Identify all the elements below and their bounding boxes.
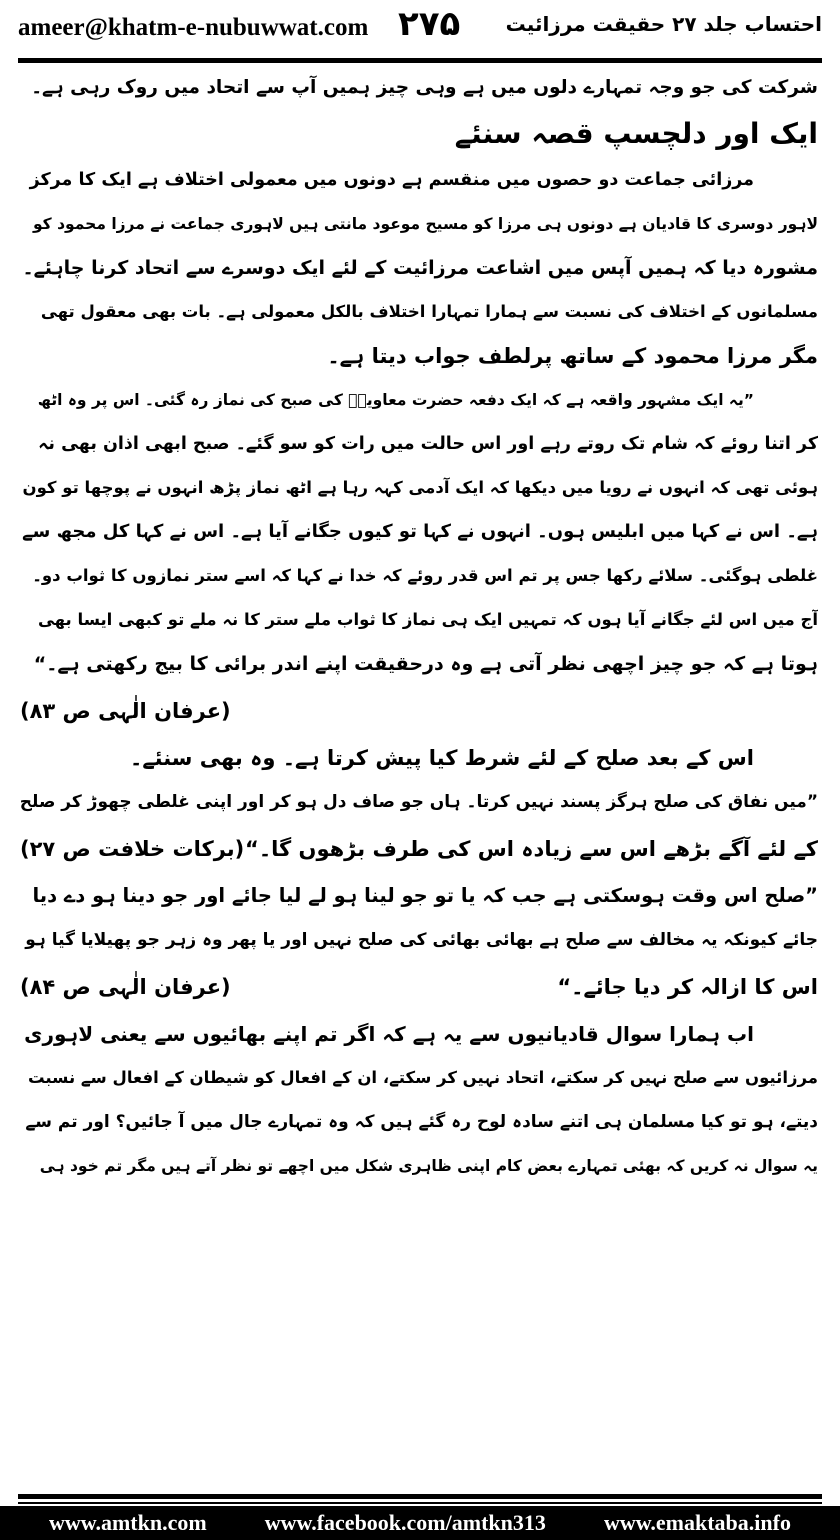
footer-rule (18, 1494, 822, 1499)
quote-line: جائے کیونکہ یہ مخالف سے صلح ہے بھائی بھائی کی صلح نہیں اور یا پھر وہ زہر جو پھیلایا گیا ہو (25, 930, 818, 950)
footer-link-amtkn[interactable]: www.amtkn.com (49, 1510, 207, 1535)
citation-line (20, 686, 818, 736)
footer-rule-thin (18, 1502, 822, 1504)
text-line: مرزائیوں سے صلح نہیں کر سکتے، اتحاد نہیں کر سکتے، ان کے افعال کو شیطان کے افعال سے نسبت (27, 1068, 818, 1087)
quote-line: ”صلح اس وقت ہوسکتی ہے جب کہ یا تو جو لینا ہو لے لیا جائے اور جو دینا ہو دے دیا (32, 884, 818, 907)
book-title: احتساب جلد ۲۷ حقیقت مرزائیت (505, 12, 822, 36)
text-line: یہ سوال نہ کریں کہ بھئی تمہارے بعض کام اپنی ظاہری شکل میں اچھے تو نظر آتے ہیں مگر تم خود ہی (39, 1157, 818, 1175)
page-header (18, 6, 822, 50)
page-number: ۲۷۵ (398, 4, 461, 44)
quote-line: غلطی ہوگئی۔ سلائے رکھا جس پر تم اس قدر روئے کہ خدا نے کہا کہ اسے ستر نمازوں کا ثواب دو۔ (32, 566, 818, 585)
footer-link-emaktaba[interactable]: www.emaktaba.info (603, 1510, 791, 1535)
citation: (برکات خلافت ص ۲۷) (20, 837, 245, 861)
quote-line: ہے۔ اس نے کہا میں ابلیس ہوں۔ انہوں نے کہا تو کیوں جگانے آیا ہے۔ اس نے کہا کل مجھ سے (22, 521, 818, 542)
text-line: مرزائی جماعت دو حصوں میں منقسم ہے دونوں میں معمولی اختلاف ہے ایک کا مرکز (29, 170, 754, 190)
section-heading: ایک اور دلچسپ قصہ سنئے (454, 117, 818, 150)
text-line: اس کے بعد صلح کے لئے شرط کیا پیش کرتا ہے۔ وہ بھی سنئے۔ (130, 746, 754, 770)
text-line: اب ہمارا سوال قادیانیوں سے یہ ہے کہ اگر تم اپنے بھائیوں سے یعنی لاہوری (24, 1022, 754, 1046)
text-line: دیتے، ہو تو کیا مسلمان ہی اتنے سادہ لوح رہ گئے ہیں کہ وہ تمہارے جال میں آ جائیں؟ اور تم سے (25, 1112, 818, 1132)
quote-line: ”یہ ایک مشہور واقعہ ہے کہ ایک دفعہ حضرت معاویہؓ کی صبح کی نماز رہ گئی۔ اس پر وہ اٹھ (37, 391, 754, 409)
citation: (عرفان الٰہی ص ۸۳) (20, 699, 231, 723)
quote-with-citation (20, 824, 818, 874)
footer-link-facebook[interactable]: www.facebook.com/amtkn313 (264, 1510, 546, 1535)
quote-line: کے لئے آگے بڑھے اس سے زیادہ اس کی طرف بڑھوں گا۔“ (245, 837, 818, 861)
quote-with-citation (20, 962, 818, 1012)
quote-line: ہوتا ہے کہ جو چیز اچھی نظر آتی ہے وہ درحقیقت اپنے اندر برائی کا بیج رکھتی ہے۔“ (33, 653, 818, 675)
citation: (عرفان الٰہی ص ۸۴) (20, 975, 231, 999)
quote-line: ہوئی تھی کہ انہوں نے رویا میں دیکھا کہ ایک آدمی کہہ رہا ہے اٹھ نماز پڑھ انہوں نے پوچھا تو کون (22, 478, 818, 497)
quote-line: کر اتنا روئے کہ شام تک روتے رہے اور اس حالت میں رات کو سو گئے۔ صبح ابھی اذان بھی نہ (38, 434, 818, 454)
quote-line: اس کا ازالہ کر دیا جائے۔“ (557, 975, 818, 999)
text-line: مگر مرزا محمود کے ساتھ پرلطف جواب دیتا ہے۔ (327, 344, 818, 368)
quote-line: آج میں اس لئے جگانے آیا ہوں کہ تمہیں ایک ہی نماز کا ثواب ملے ستر کا نہ ملے تو کبھی ایسا بھی (37, 610, 818, 629)
text-line: مشورہ دیا کہ ہمیں آپس میں اشاعت مرزائیت کے لئے ایک دوسرے سے اتحاد کرنا چاہئے۔ (22, 257, 818, 279)
header-email: ameer@khatm-e-nubuwwat.com (18, 14, 369, 41)
text-line: لاہور دوسری کا قادیان ہے دونوں ہی مرزا کو مسیح موعود مانتی ہیں لاہوری جماعت نے مرزا محمود کو (32, 215, 818, 233)
page-body (20, 66, 818, 1188)
page-footer (0, 1506, 840, 1540)
header-rule (18, 58, 822, 63)
quote-line: ”میں نفاق کی صلح ہرگز پسند نہیں کرتا۔ ہاں جو صاف دل ہو کر اور اپنی غلطی چھوڑ کر صلح (20, 792, 818, 812)
text-line: شرکت کی جو وجہ تمہارے دلوں میں ہے وہی چیز ہمیں آپ سے اتحاد میں روک رہی ہے۔ (31, 77, 818, 98)
text-line: مسلمانوں کے اختلاف کی نسبت سے ہمارا تمہارا اختلاف بالکل معمولی ہے۔ بات بھی معقول تھی (40, 302, 818, 321)
